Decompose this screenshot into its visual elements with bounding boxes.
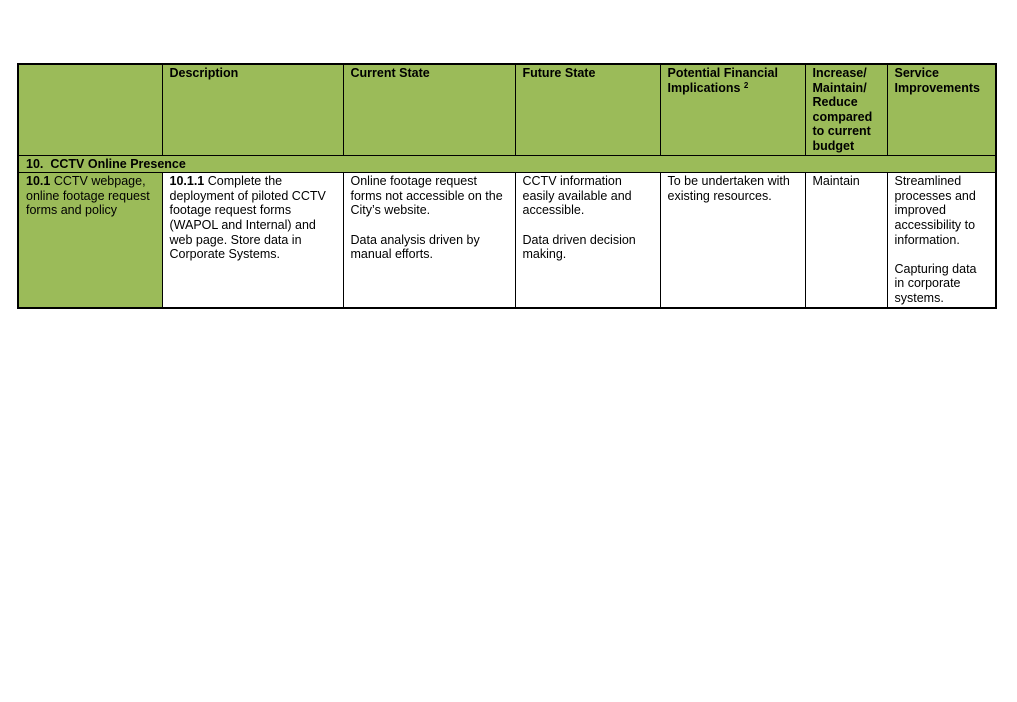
- section-title: CCTV Online Presence: [50, 156, 186, 171]
- future-state-text-1: CCTV information easily available and accessible.: [522, 174, 632, 218]
- current-state-text-1: Online footage request forms not accessible on the City’s website.: [350, 174, 503, 218]
- future-state-text-2: Data driven decision making.: [522, 232, 636, 262]
- current-state-text-2: Data analysis driven by manual efforts.: [350, 232, 480, 262]
- current-state-cell: [343, 173, 515, 308]
- item-number: 10.1: [26, 174, 51, 189]
- header-current-state: Current State: [343, 64, 515, 155]
- header-blank: [18, 64, 162, 155]
- service-text-1: Streamlined processes and improved accessibility to information.: [894, 174, 976, 247]
- budget-cell: Maintain: [805, 173, 887, 308]
- action-plan-table: [17, 63, 997, 309]
- description-cell: [162, 173, 343, 308]
- header-service-improvements: Service Improvements: [887, 64, 996, 155]
- description-text: Complete the deployment of piloted CCTV footage request forms (WAPOL and Internal) and web page. Store data in Corporate Systems.: [169, 174, 326, 262]
- service-cell: [887, 173, 996, 308]
- item-cell: [18, 173, 162, 308]
- header-financial-label: Potential Financial Implications: [667, 66, 778, 95]
- header-budget: Increase/ Maintain/ Reduce compared to current budget: [805, 64, 887, 155]
- service-text-2: Capturing data in corporate systems.: [894, 261, 977, 305]
- section-number: 10.: [26, 156, 44, 171]
- item-text: CCTV webpage, online footage request forms and policy: [26, 174, 150, 218]
- future-state-cell: [515, 173, 660, 308]
- table-header-row: [18, 64, 996, 155]
- header-future-state: Future State: [515, 64, 660, 155]
- header-description: Description: [162, 64, 343, 155]
- header-financial: [660, 64, 805, 155]
- footnote-marker: 2: [743, 80, 749, 90]
- section-row: [18, 155, 996, 173]
- section-heading: [18, 155, 996, 173]
- table-row: [18, 173, 996, 308]
- financial-cell: To be undertaken with existing resources.: [660, 173, 805, 308]
- description-number: 10.1.1: [169, 174, 205, 189]
